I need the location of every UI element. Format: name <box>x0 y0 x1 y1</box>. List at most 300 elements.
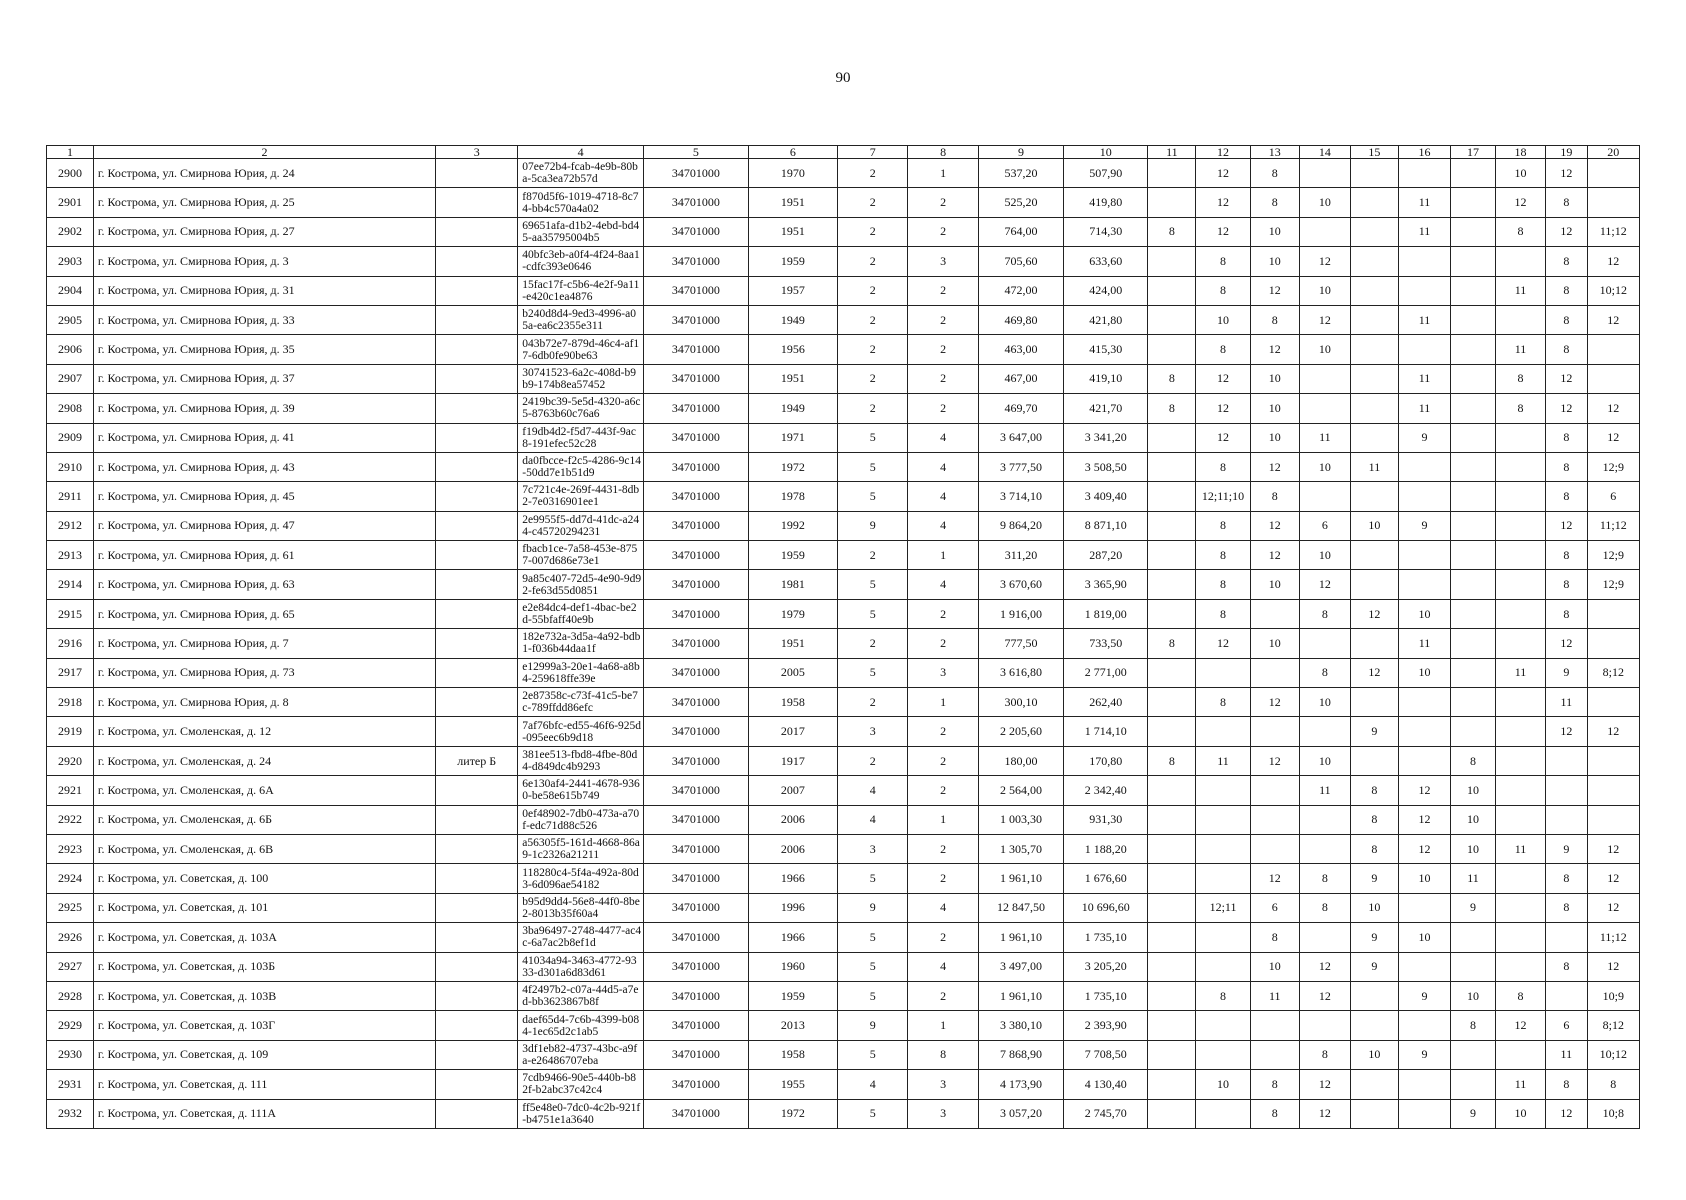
note-cell <box>436 1011 518 1040</box>
col-11-cell <box>1148 1040 1196 1069</box>
table-row <box>47 570 1640 599</box>
address-cell: г. Кострома, ул. Смирнова Юрия, д. 25 <box>93 188 435 217</box>
col-19-cell: 12 <box>1546 629 1588 658</box>
col-13-cell: 8 <box>1250 1070 1299 1099</box>
col-16-cell <box>1398 1070 1450 1099</box>
col-17-cell <box>1451 364 1496 393</box>
col-18-cell <box>1495 805 1545 834</box>
oktmo-code-cell: 34701000 <box>644 864 748 893</box>
living-area-cell: 421,80 <box>1064 305 1148 334</box>
oktmo-code-cell: 34701000 <box>644 746 748 775</box>
note-cell <box>436 629 518 658</box>
note-cell <box>436 1070 518 1099</box>
table-row <box>47 305 1640 334</box>
col-13-cell: 10 <box>1250 423 1299 452</box>
col-20-cell: 12;9 <box>1587 541 1639 570</box>
col-16-cell <box>1398 335 1450 364</box>
note-cell <box>436 335 518 364</box>
col-17-cell <box>1451 570 1496 599</box>
col-11-cell <box>1148 1070 1196 1099</box>
entrances-cell: 2 <box>908 364 978 393</box>
col-13-cell: 8 <box>1250 305 1299 334</box>
col-16-cell <box>1398 570 1450 599</box>
year-built-cell: 1949 <box>748 305 838 334</box>
row-number-cell: 2916 <box>47 629 94 658</box>
floors-cell: 5 <box>838 482 908 511</box>
col-11-cell <box>1148 188 1196 217</box>
col-20-cell <box>1587 364 1639 393</box>
col-18-cell: 12 <box>1495 1011 1545 1040</box>
col-18-cell <box>1495 599 1545 628</box>
col-17-cell <box>1451 629 1496 658</box>
address-cell: г. Кострома, ул. Смоленская, д. 6А <box>93 776 435 805</box>
year-built-cell: 1978 <box>748 482 838 511</box>
entrances-cell: 4 <box>908 482 978 511</box>
col-15-cell: 8 <box>1350 805 1398 834</box>
col-18-cell <box>1495 570 1545 599</box>
col-15-cell: 10 <box>1350 1040 1398 1069</box>
col-11-cell <box>1148 688 1196 717</box>
col-19-cell: 8 <box>1546 188 1588 217</box>
col-12-cell: 12 <box>1196 159 1250 188</box>
col-13-cell <box>1250 834 1299 863</box>
address-cell: г. Кострома, ул. Смирнова Юрия, д. 31 <box>93 276 435 305</box>
col-13-cell: 10 <box>1250 570 1299 599</box>
address-cell: г. Кострома, ул. Советская, д. 103В <box>93 981 435 1010</box>
oktmo-code-cell: 34701000 <box>644 394 748 423</box>
col-18-cell <box>1495 482 1545 511</box>
col-16-cell: 10 <box>1398 599 1450 628</box>
col-14-cell <box>1299 159 1350 188</box>
oktmo-code-cell: 34701000 <box>644 629 748 658</box>
total-area-cell: 1 916,00 <box>978 599 1063 628</box>
table-row <box>47 688 1640 717</box>
col-12-cell: 8 <box>1196 452 1250 481</box>
col-18-cell: 11 <box>1495 834 1545 863</box>
col-17-cell <box>1451 952 1496 981</box>
table-row <box>47 599 1640 628</box>
address-cell: г. Кострома, ул. Смирнова Юрия, д. 61 <box>93 541 435 570</box>
building-guid-cell: 9a85c407-72d5-4e90-9d92-fe63d55d0851 <box>518 570 644 599</box>
year-built-cell: 1958 <box>748 1040 838 1069</box>
living-area-cell: 3 205,20 <box>1064 952 1148 981</box>
living-area-cell: 1 735,10 <box>1064 923 1148 952</box>
entrances-cell: 4 <box>908 452 978 481</box>
col-11-cell: 8 <box>1148 394 1196 423</box>
total-area-cell: 1 961,10 <box>978 864 1063 893</box>
oktmo-code-cell: 34701000 <box>644 981 748 1010</box>
col-15-cell <box>1350 1099 1398 1128</box>
col-16-cell <box>1398 688 1450 717</box>
col-14-cell: 12 <box>1299 981 1350 1010</box>
living-area-cell: 1 188,20 <box>1064 834 1148 863</box>
building-guid-cell: 182e732a-3d5a-4a92-bdb1-f036b44daa1f <box>518 629 644 658</box>
floors-cell: 5 <box>838 1099 908 1128</box>
col-14-cell: 10 <box>1299 452 1350 481</box>
col-12-cell: 10 <box>1196 305 1250 334</box>
col-20-cell: 12 <box>1587 952 1639 981</box>
col-15-cell <box>1350 541 1398 570</box>
oktmo-code-cell: 34701000 <box>644 952 748 981</box>
address-cell: г. Кострома, ул. Смирнова Юрия, д. 43 <box>93 452 435 481</box>
col-11-cell <box>1148 570 1196 599</box>
floors-cell: 2 <box>838 188 908 217</box>
oktmo-code-cell: 34701000 <box>644 776 748 805</box>
col-12-cell: 12 <box>1196 364 1250 393</box>
entrances-cell: 1 <box>908 1011 978 1040</box>
row-number-cell: 2905 <box>47 305 94 334</box>
address-cell: г. Кострома, ул. Советская, д. 111А <box>93 1099 435 1128</box>
col-17-cell <box>1451 717 1496 746</box>
col-13-cell: 10 <box>1250 364 1299 393</box>
column-header-5: 5 <box>644 146 748 159</box>
col-11-cell <box>1148 247 1196 276</box>
oktmo-code-cell: 34701000 <box>644 893 748 922</box>
col-20-cell: 8 <box>1587 1070 1639 1099</box>
col-11-cell <box>1148 276 1196 305</box>
col-20-cell: 10;9 <box>1587 981 1639 1010</box>
table-row <box>47 1011 1640 1040</box>
living-area-cell: 419,80 <box>1064 188 1148 217</box>
note-cell <box>436 981 518 1010</box>
col-18-cell: 11 <box>1495 276 1545 305</box>
entrances-cell: 2 <box>908 394 978 423</box>
oktmo-code-cell: 34701000 <box>644 188 748 217</box>
col-11-cell: 8 <box>1148 746 1196 775</box>
col-19-cell <box>1546 746 1588 775</box>
table-row <box>47 276 1640 305</box>
col-16-cell <box>1398 276 1450 305</box>
col-17-cell: 10 <box>1451 805 1496 834</box>
col-17-cell: 8 <box>1451 1011 1496 1040</box>
col-12-cell: 8 <box>1196 688 1250 717</box>
col-20-cell <box>1587 599 1639 628</box>
col-14-cell: 8 <box>1299 893 1350 922</box>
table-row <box>47 217 1640 246</box>
oktmo-code-cell: 34701000 <box>644 305 748 334</box>
living-area-cell: 507,90 <box>1064 159 1148 188</box>
building-guid-cell: 30741523-6a2c-408d-b9b9-174b8ea57452 <box>518 364 644 393</box>
total-area-cell: 180,00 <box>978 746 1063 775</box>
oktmo-code-cell: 34701000 <box>644 217 748 246</box>
col-12-cell: 12 <box>1196 423 1250 452</box>
entrances-cell: 1 <box>908 541 978 570</box>
building-guid-cell: 118280c4-5f4a-492a-80d3-6d096ae54182 <box>518 864 644 893</box>
entrances-cell: 2 <box>908 335 978 364</box>
building-guid-cell: e2e84dc4-def1-4bac-be2d-55bfaff40e9b <box>518 599 644 628</box>
col-19-cell: 8 <box>1546 276 1588 305</box>
col-14-cell: 10 <box>1299 335 1350 364</box>
col-15-cell <box>1350 688 1398 717</box>
total-area-cell: 463,00 <box>978 335 1063 364</box>
col-18-cell <box>1495 952 1545 981</box>
building-guid-cell: f870d5f6-1019-4718-8c74-bb4c570a4a02 <box>518 188 644 217</box>
floors-cell: 5 <box>838 658 908 687</box>
row-number-cell: 2903 <box>47 247 94 276</box>
col-13-cell: 11 <box>1250 981 1299 1010</box>
note-cell <box>436 599 518 628</box>
col-15-cell <box>1350 629 1398 658</box>
col-20-cell: 11;12 <box>1587 511 1639 540</box>
col-18-cell <box>1495 688 1545 717</box>
note-cell <box>436 1040 518 1069</box>
year-built-cell: 1992 <box>748 511 838 540</box>
table-row <box>47 159 1640 188</box>
table-row <box>47 893 1640 922</box>
col-19-cell: 12 <box>1546 159 1588 188</box>
floors-cell: 2 <box>838 276 908 305</box>
row-number-cell: 2901 <box>47 188 94 217</box>
row-number-cell: 2907 <box>47 364 94 393</box>
col-19-cell: 8 <box>1546 864 1588 893</box>
table-row <box>47 1070 1640 1099</box>
col-20-cell: 12;9 <box>1587 452 1639 481</box>
total-area-cell: 3 714,10 <box>978 482 1063 511</box>
col-19-cell: 8 <box>1546 952 1588 981</box>
col-16-cell: 12 <box>1398 805 1450 834</box>
column-header-19: 19 <box>1546 146 1588 159</box>
col-15-cell <box>1350 570 1398 599</box>
col-12-cell: 8 <box>1196 541 1250 570</box>
col-19-cell: 12 <box>1546 217 1588 246</box>
year-built-cell: 2017 <box>748 717 838 746</box>
total-area-cell: 1 961,10 <box>978 981 1063 1010</box>
col-15-cell <box>1350 159 1398 188</box>
col-17-cell <box>1451 423 1496 452</box>
table-row <box>47 834 1640 863</box>
floors-cell: 2 <box>838 746 908 775</box>
entrances-cell: 2 <box>908 746 978 775</box>
col-17-cell <box>1451 394 1496 423</box>
row-number-cell: 2932 <box>47 1099 94 1128</box>
living-area-cell: 424,00 <box>1064 276 1148 305</box>
col-13-cell <box>1250 658 1299 687</box>
header-row <box>47 146 1640 159</box>
col-19-cell: 8 <box>1546 893 1588 922</box>
note-cell <box>436 541 518 570</box>
col-18-cell <box>1495 746 1545 775</box>
table-row <box>47 776 1640 805</box>
col-15-cell <box>1350 394 1398 423</box>
col-11-cell <box>1148 482 1196 511</box>
table-row <box>47 629 1640 658</box>
col-18-cell: 10 <box>1495 159 1545 188</box>
note-cell <box>436 452 518 481</box>
building-guid-cell: f19db4d2-f5d7-443f-9ac8-191efec52c28 <box>518 423 644 452</box>
col-18-cell: 8 <box>1495 981 1545 1010</box>
col-11-cell <box>1148 776 1196 805</box>
col-17-cell <box>1451 159 1496 188</box>
oktmo-code-cell: 34701000 <box>644 364 748 393</box>
col-12-cell <box>1196 923 1250 952</box>
col-14-cell <box>1299 482 1350 511</box>
col-11-cell <box>1148 717 1196 746</box>
note-cell <box>436 893 518 922</box>
col-11-cell <box>1148 335 1196 364</box>
note-cell <box>436 217 518 246</box>
column-header-3: 3 <box>436 146 518 159</box>
entrances-cell: 2 <box>908 776 978 805</box>
col-20-cell <box>1587 805 1639 834</box>
entrances-cell: 2 <box>908 981 978 1010</box>
note-cell <box>436 864 518 893</box>
col-17-cell <box>1451 482 1496 511</box>
floors-cell: 2 <box>838 305 908 334</box>
col-20-cell: 11;12 <box>1587 217 1639 246</box>
col-17-cell <box>1451 511 1496 540</box>
col-16-cell: 10 <box>1398 923 1450 952</box>
col-11-cell <box>1148 981 1196 1010</box>
column-header-11: 11 <box>1148 146 1196 159</box>
note-cell <box>436 511 518 540</box>
note-cell <box>436 364 518 393</box>
col-11-cell: 8 <box>1148 629 1196 658</box>
oktmo-code-cell: 34701000 <box>644 159 748 188</box>
year-built-cell: 1959 <box>748 981 838 1010</box>
col-20-cell <box>1587 159 1639 188</box>
col-12-cell: 12;11;10 <box>1196 482 1250 511</box>
row-number-cell: 2921 <box>47 776 94 805</box>
year-built-cell: 1971 <box>748 423 838 452</box>
building-guid-cell: da0fbcce-f2c5-4286-9c14-50dd7e1b51d9 <box>518 452 644 481</box>
total-area-cell: 777,50 <box>978 629 1063 658</box>
table-row <box>47 452 1640 481</box>
col-20-cell: 10;12 <box>1587 276 1639 305</box>
table-row <box>47 717 1640 746</box>
row-number-cell: 2930 <box>47 1040 94 1069</box>
total-area-cell: 300,10 <box>978 688 1063 717</box>
living-area-cell: 2 342,40 <box>1064 776 1148 805</box>
floors-cell: 5 <box>838 423 908 452</box>
table-row <box>47 335 1640 364</box>
col-18-cell <box>1495 717 1545 746</box>
table-body <box>47 159 1640 1129</box>
building-guid-cell: 69651afa-d1b2-4ebd-bd45-aa35795004b5 <box>518 217 644 246</box>
table-row <box>47 394 1640 423</box>
col-17-cell <box>1451 188 1496 217</box>
living-area-cell: 3 508,50 <box>1064 452 1148 481</box>
col-12-cell: 12 <box>1196 188 1250 217</box>
floors-cell: 2 <box>838 364 908 393</box>
col-20-cell <box>1587 688 1639 717</box>
address-cell: г. Кострома, ул. Смирнова Юрия, д. 27 <box>93 217 435 246</box>
table-row <box>47 1099 1640 1128</box>
year-built-cell: 1958 <box>748 688 838 717</box>
entrances-cell: 2 <box>908 599 978 628</box>
table-row <box>47 746 1640 775</box>
col-11-cell <box>1148 1099 1196 1128</box>
col-14-cell: 11 <box>1299 776 1350 805</box>
entrances-cell: 2 <box>908 717 978 746</box>
col-14-cell: 10 <box>1299 188 1350 217</box>
column-header-13: 13 <box>1250 146 1299 159</box>
col-14-cell: 8 <box>1299 864 1350 893</box>
col-13-cell: 8 <box>1250 482 1299 511</box>
year-built-cell: 1951 <box>748 188 838 217</box>
column-header-17: 17 <box>1451 146 1496 159</box>
col-18-cell <box>1495 923 1545 952</box>
floors-cell: 9 <box>838 511 908 540</box>
col-13-cell <box>1250 1040 1299 1069</box>
note-cell <box>436 688 518 717</box>
col-13-cell: 12 <box>1250 335 1299 364</box>
col-12-cell: 8 <box>1196 335 1250 364</box>
oktmo-code-cell: 34701000 <box>644 599 748 628</box>
note-cell <box>436 188 518 217</box>
col-12-cell <box>1196 658 1250 687</box>
col-16-cell: 11 <box>1398 364 1450 393</box>
floors-cell: 5 <box>838 1040 908 1069</box>
col-16-cell: 12 <box>1398 834 1450 863</box>
col-13-cell: 12 <box>1250 864 1299 893</box>
note-cell <box>436 658 518 687</box>
year-built-cell: 1972 <box>748 452 838 481</box>
col-15-cell: 9 <box>1350 952 1398 981</box>
entrances-cell: 8 <box>908 1040 978 1069</box>
col-17-cell <box>1451 923 1496 952</box>
entrances-cell: 3 <box>908 1099 978 1128</box>
floors-cell: 2 <box>838 159 908 188</box>
row-number-cell: 2910 <box>47 452 94 481</box>
col-15-cell <box>1350 247 1398 276</box>
col-16-cell <box>1398 952 1450 981</box>
note-cell <box>436 570 518 599</box>
col-14-cell: 8 <box>1299 1040 1350 1069</box>
col-17-cell: 10 <box>1451 834 1496 863</box>
row-number-cell: 2909 <box>47 423 94 452</box>
address-cell: г. Кострома, ул. Смирнова Юрия, д. 8 <box>93 688 435 717</box>
col-20-cell: 6 <box>1587 482 1639 511</box>
col-20-cell: 12 <box>1587 834 1639 863</box>
note-cell <box>436 159 518 188</box>
table-row <box>47 364 1640 393</box>
floors-cell: 2 <box>838 394 908 423</box>
note-cell <box>436 805 518 834</box>
entrances-cell: 2 <box>908 864 978 893</box>
col-16-cell <box>1398 893 1450 922</box>
address-cell: г. Кострома, ул. Смирнова Юрия, д. 41 <box>93 423 435 452</box>
col-17-cell: 11 <box>1451 864 1496 893</box>
entrances-cell: 2 <box>908 629 978 658</box>
row-number-cell: 2925 <box>47 893 94 922</box>
floors-cell: 2 <box>838 629 908 658</box>
col-15-cell <box>1350 1070 1398 1099</box>
entrances-cell: 2 <box>908 217 978 246</box>
col-12-cell <box>1196 952 1250 981</box>
living-area-cell: 4 130,40 <box>1064 1070 1148 1099</box>
col-16-cell <box>1398 452 1450 481</box>
entrances-cell: 3 <box>908 247 978 276</box>
col-14-cell: 12 <box>1299 247 1350 276</box>
entrances-cell: 3 <box>908 1070 978 1099</box>
total-area-cell: 12 847,50 <box>978 893 1063 922</box>
address-cell: г. Кострома, ул. Смирнова Юрия, д. 37 <box>93 364 435 393</box>
entrances-cell: 2 <box>908 276 978 305</box>
building-guid-cell: 3ba96497-2748-4477-ac4c-6a7ac2b8ef1d <box>518 923 644 952</box>
entrances-cell: 4 <box>908 893 978 922</box>
year-built-cell: 2006 <box>748 834 838 863</box>
page-number: 90 <box>835 70 851 86</box>
col-15-cell: 9 <box>1350 717 1398 746</box>
col-14-cell: 12 <box>1299 305 1350 334</box>
building-guid-cell: 7af76bfc-ed55-46f6-925d-095eec6b9d18 <box>518 717 644 746</box>
col-18-cell: 8 <box>1495 394 1545 423</box>
row-number-cell: 2928 <box>47 981 94 1010</box>
col-17-cell: 8 <box>1451 746 1496 775</box>
living-area-cell: 1 676,60 <box>1064 864 1148 893</box>
col-14-cell: 12 <box>1299 570 1350 599</box>
col-17-cell <box>1451 335 1496 364</box>
